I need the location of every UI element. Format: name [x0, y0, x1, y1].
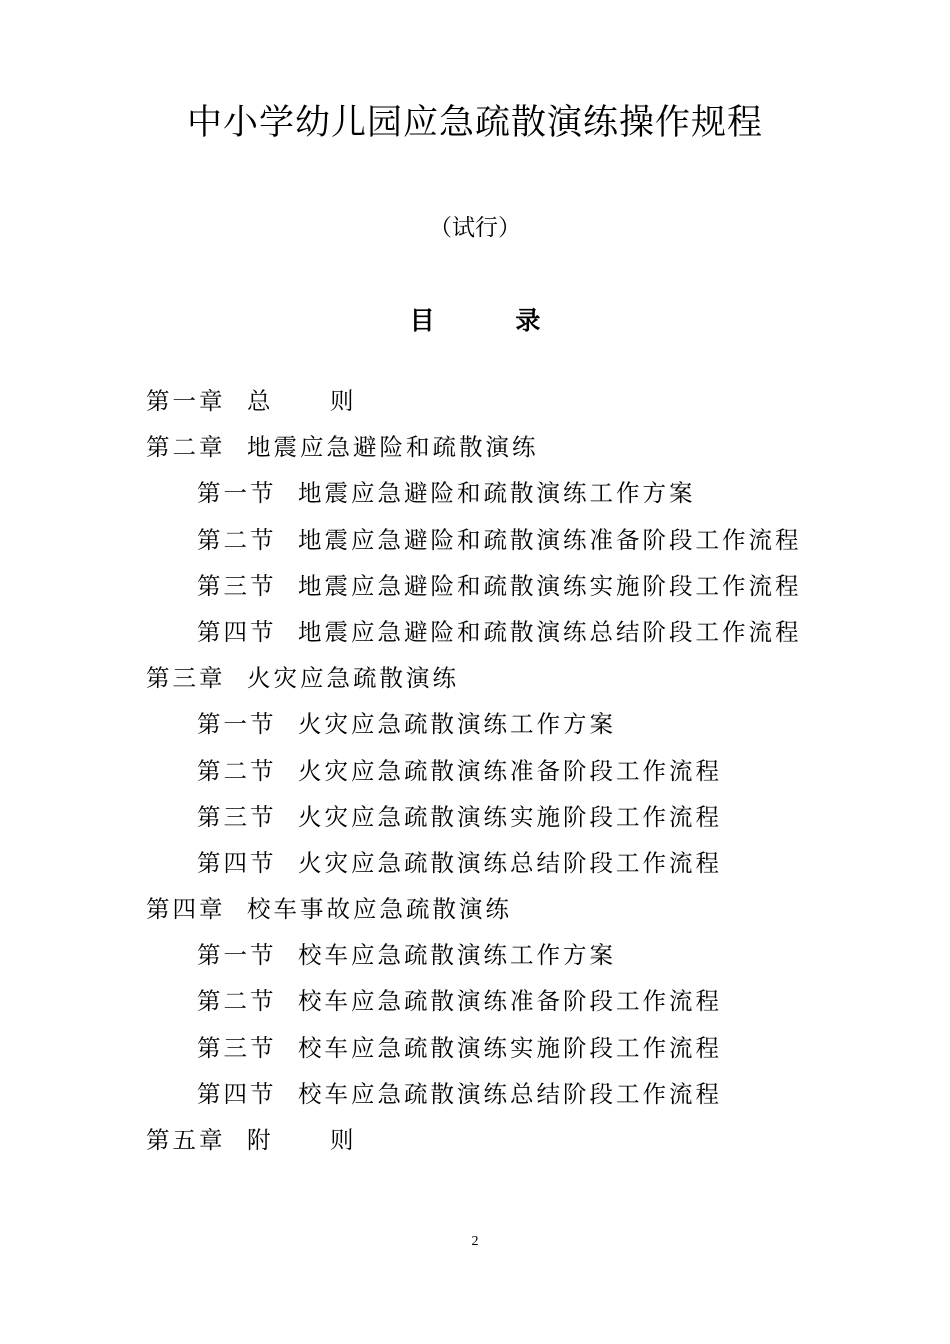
toc-entry-number: 第二节 — [197, 525, 277, 554]
toc-entry-title: 火灾应急疏散演练工作方案 — [298, 710, 616, 739]
toc-entry-title: 地震应急避险和疏散演练实施阶段工作流程 — [298, 571, 802, 600]
toc-entry-number: 第五章 — [146, 1126, 226, 1154]
toc-entry-section-2-2 — [0, 517, 950, 563]
toc-entry-section-3-3 — [0, 794, 950, 840]
toc-entry-number: 第一节 — [197, 710, 277, 739]
toc-entry-section-2-4 — [0, 609, 950, 655]
document-title: 中小学幼儿园应急疏散演练操作规程 — [186, 103, 763, 143]
toc-entry-section-3-1 — [0, 701, 950, 747]
toc-entry-title: 校车应急疏散演练工作方案 — [298, 941, 616, 970]
toc-entry-number: 第二节 — [197, 756, 277, 785]
toc-entry-number: 第三节 — [197, 802, 277, 831]
toc-entry-section-2-1 — [0, 470, 950, 516]
table-of-contents — [0, 378, 950, 1163]
page-number: 2 — [471, 1234, 479, 1249]
toc-entry-number: 第一节 — [197, 941, 277, 970]
toc-entry-section-2-3 — [0, 563, 950, 609]
document-subtitle: （试行） — [429, 215, 521, 241]
toc-entry-number: 第四节 — [197, 617, 277, 646]
toc-entry-chapter-2 — [0, 424, 950, 470]
toc-heading: 目 录 — [409, 306, 577, 335]
toc-entry-title: 火灾应急疏散演练准备阶段工作流程 — [298, 756, 722, 785]
toc-entry-chapter-1 — [0, 378, 950, 424]
toc-entry-number: 第一节 — [197, 479, 277, 508]
toc-entry-section-4-2 — [0, 978, 950, 1024]
toc-entry-title: 火灾应急疏散演练实施阶段工作流程 — [298, 802, 722, 831]
toc-entry-title: 校车应急疏散演练实施阶段工作流程 — [298, 1033, 722, 1062]
toc-entry-section-4-1 — [0, 932, 950, 978]
toc-entry-title: 地震应急避险和疏散演练准备阶段工作流程 — [298, 525, 802, 554]
toc-entry-number: 第一章 — [146, 387, 226, 415]
toc-entry-title: 地震应急避险和疏散演练总结阶段工作流程 — [298, 617, 802, 646]
toc-entry-section-3-2 — [0, 748, 950, 794]
toc-entry-number: 第二章 — [146, 433, 226, 462]
toc-entry-number: 第四节 — [197, 1079, 277, 1108]
toc-entry-title: 火灾应急疏散演练 — [247, 664, 459, 693]
toc-entry-number: 第二节 — [197, 987, 277, 1016]
toc-entry-section-4-3 — [0, 1025, 950, 1071]
toc-entry-chapter-3 — [0, 655, 950, 701]
toc-entry-section-4-4 — [0, 1071, 950, 1117]
toc-entry-title: 校车事故应急疏散演练 — [247, 895, 512, 924]
toc-entry-number: 第三章 — [146, 664, 226, 693]
toc-entry-title: 火灾应急疏散演练总结阶段工作流程 — [298, 848, 722, 877]
toc-entry-title: 地震应急避险和疏散演练 — [247, 433, 539, 462]
toc-entry-number: 第三节 — [197, 571, 277, 600]
toc-entry-section-3-4 — [0, 840, 950, 886]
toc-entry-title: 附 则 — [247, 1126, 380, 1154]
toc-entry-chapter-5 — [0, 1117, 950, 1163]
toc-entry-number: 第四节 — [197, 848, 277, 877]
toc-entry-number: 第三节 — [197, 1033, 277, 1062]
toc-entry-title: 总 则 — [247, 387, 380, 415]
toc-entry-number: 第四章 — [146, 895, 226, 924]
toc-entry-chapter-4 — [0, 886, 950, 932]
toc-entry-title: 校车应急疏散演练准备阶段工作流程 — [298, 987, 722, 1016]
toc-entry-title: 地震应急避险和疏散演练工作方案 — [298, 479, 696, 508]
toc-entry-title: 校车应急疏散演练总结阶段工作流程 — [298, 1079, 722, 1108]
